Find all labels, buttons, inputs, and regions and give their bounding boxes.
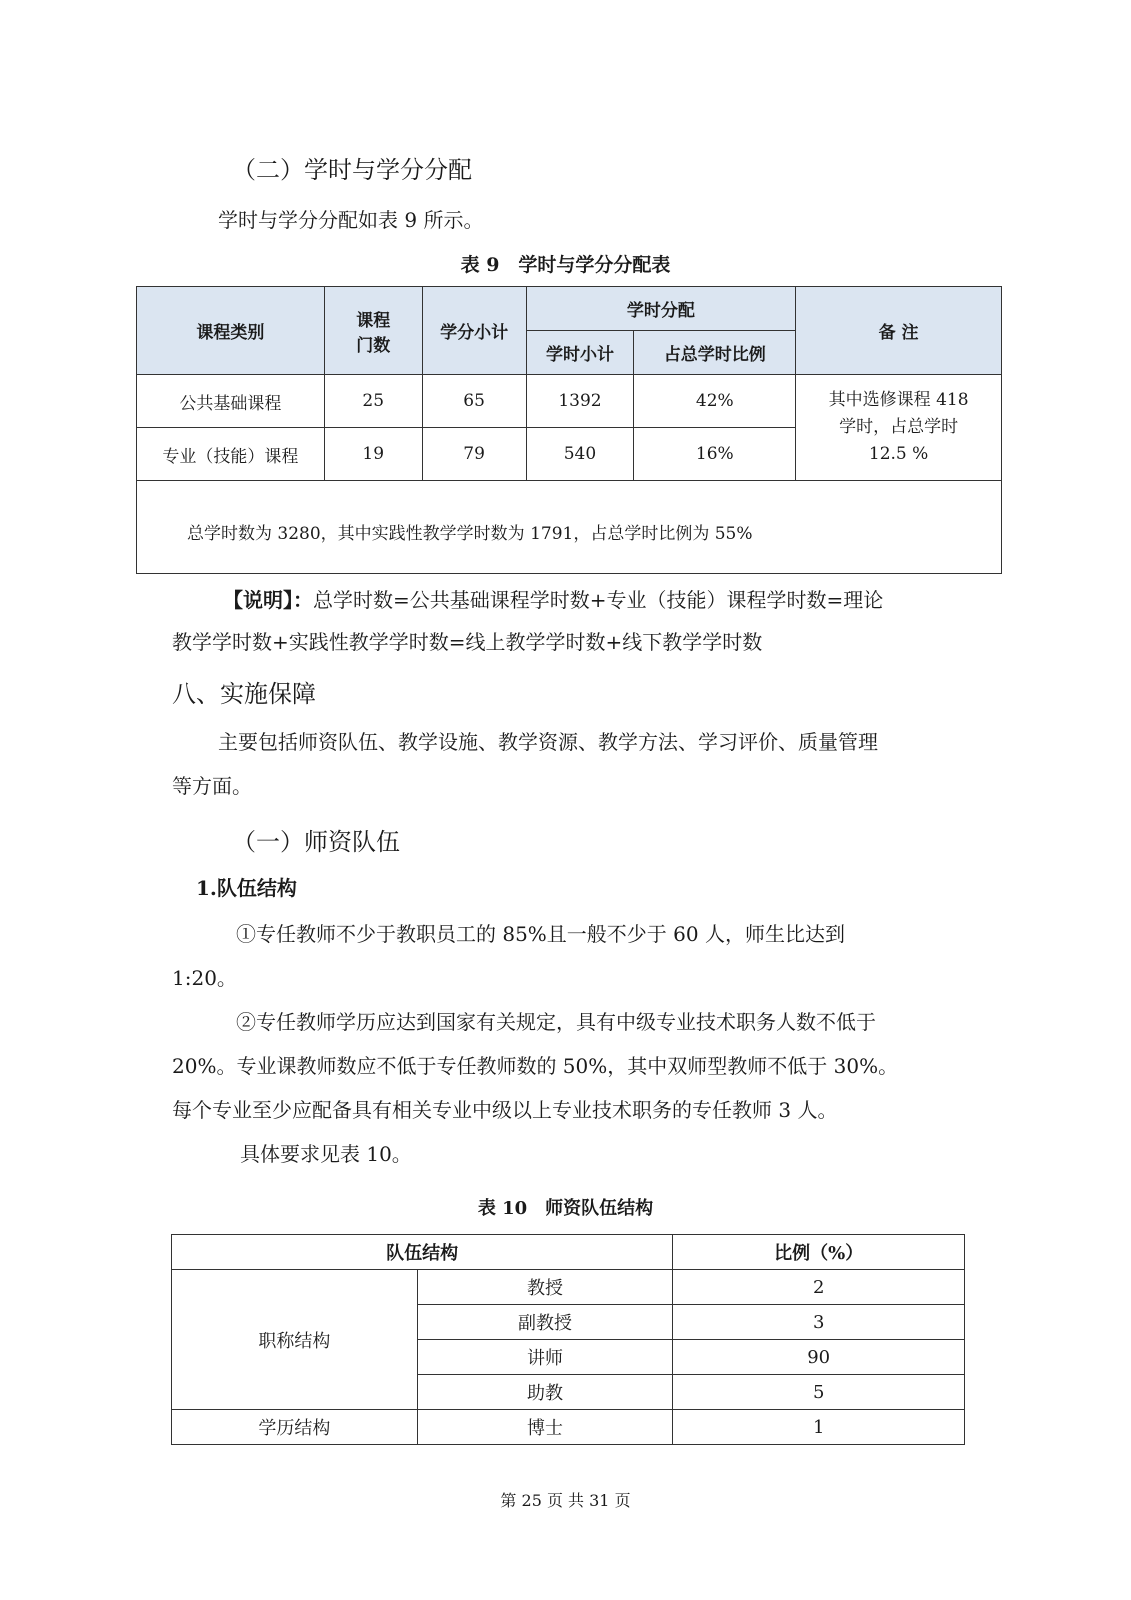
intro-paragraph: 学时与学分分配如表 9 所示。 xyxy=(218,208,484,232)
cell-name: 教授 xyxy=(417,1270,673,1305)
cell-hours: 1392 xyxy=(526,375,634,428)
header-hours-sub: 学时小计 xyxy=(526,331,634,375)
paragraph-1-line-1: ①专任教师不少于教职员工的 85%且一般不少于 60 人，师生比达到 xyxy=(236,922,845,946)
header-ratio: 比例（%） xyxy=(673,1235,965,1270)
explain-line-2: 教学学时数+实践性教学学时数=线上教学学时数+线下教学学时数 xyxy=(172,630,763,654)
explain-text: 总学时数=公共基础课程学时数+专业（技能）课程学时数=理论 xyxy=(313,588,884,612)
section-title-implementation: 八、实施保障 xyxy=(172,680,316,708)
cell-value: 3 xyxy=(673,1305,965,1340)
group-title-structure: 职称结构 xyxy=(172,1270,418,1410)
table9-caption: 表 9 学时与学分分配表 xyxy=(460,254,671,276)
cell-value: 90 xyxy=(673,1340,965,1375)
paragraph-3: 具体要求见表 10。 xyxy=(240,1142,412,1166)
table-row xyxy=(172,1410,965,1445)
header-category: 课程类别 xyxy=(137,287,325,375)
remark-line: 12.5 % xyxy=(868,444,929,464)
cell-name: 副教授 xyxy=(417,1305,673,1340)
cell-category: 公共基础课程 xyxy=(137,375,325,428)
header-remark: 备 注 xyxy=(796,287,1002,375)
section-title-hours-credits: （二）学时与学分分配 xyxy=(232,156,472,184)
header-ratio: 占总学时比例 xyxy=(634,331,796,375)
paragraph-2-line-3: 每个专业至少应配备具有相关专业中级以上专业技术职务的专任教师 3 人。 xyxy=(172,1098,838,1122)
cell-ratio: 16% xyxy=(634,428,796,481)
cell-count: 25 xyxy=(324,375,422,428)
cell-name: 博士 xyxy=(417,1410,673,1445)
explain-paragraph xyxy=(223,586,883,614)
table9 xyxy=(136,286,1002,574)
implementation-line-2: 等方面。 xyxy=(172,774,252,798)
cell-hours: 540 xyxy=(526,428,634,481)
page-footer: 第 25 页 共 31 页 xyxy=(500,1491,631,1510)
header-count: 课程 门数 xyxy=(324,287,422,375)
table10 xyxy=(171,1234,965,1445)
paragraph-2-line-1: ②专任教师学历应达到国家有关规定，具有中级专业技术职务人数不低于 xyxy=(236,1010,876,1034)
remark-line: 学时，占总学时 xyxy=(839,417,959,437)
header-hours-group: 学时分配 xyxy=(526,287,796,331)
table-row xyxy=(137,375,1002,428)
cell-value: 1 xyxy=(673,1410,965,1445)
table-row xyxy=(172,1270,965,1305)
paragraph-2-line-2: 20%。专业课教师数应不低于专任教师数的 50%，其中双师型教师不低于 30%。 xyxy=(172,1054,899,1078)
cell-ratio: 42% xyxy=(634,375,796,428)
cell-value: 5 xyxy=(673,1375,965,1410)
cell-credits: 79 xyxy=(422,428,526,481)
cell-name: 讲师 xyxy=(417,1340,673,1375)
cell-value: 2 xyxy=(673,1270,965,1305)
total-hours-summary: 总学时数为 3280，其中实践性教学学时数为 1791，占总学时比例为 55% xyxy=(137,481,1002,574)
cell-count: 19 xyxy=(324,428,422,481)
implementation-line-1: 主要包括师资队伍、教学设施、教学资源、教学方法、学习评价、质量管理 xyxy=(218,730,878,754)
subsection-structure: 1.队伍结构 xyxy=(196,876,297,900)
cell-category: 专业（技能）课程 xyxy=(137,428,325,481)
section-title-teachers: （一）师资队伍 xyxy=(232,828,400,856)
group-edu-structure: 学历结构 xyxy=(172,1410,418,1445)
cell-remark xyxy=(796,375,1002,481)
paragraph-1-line-2: 1:20。 xyxy=(172,966,237,990)
explain-label: 【说明】： xyxy=(223,588,313,612)
cell-name: 助教 xyxy=(417,1375,673,1410)
remark-line: 其中选修课程 418 xyxy=(828,390,969,410)
header-credits: 学分小计 xyxy=(422,287,526,375)
header-structure: 队伍结构 xyxy=(172,1235,673,1270)
table10-caption: 表 10 师资队伍结构 xyxy=(477,1198,654,1219)
cell-credits: 65 xyxy=(422,375,526,428)
